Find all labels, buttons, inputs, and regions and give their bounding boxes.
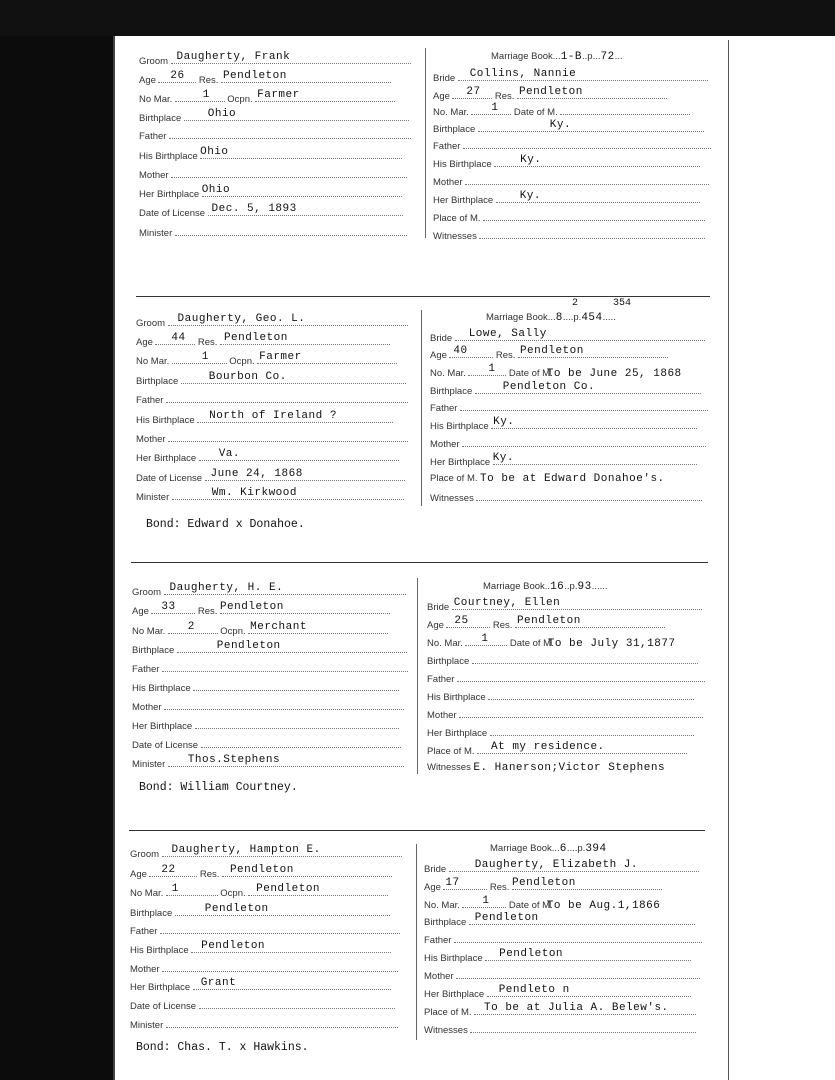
mother-row: Mother xyxy=(139,167,407,183)
bride-father-row: Father xyxy=(424,932,702,948)
page-number: 72 xyxy=(600,51,615,63)
groom-no-mar: 2 xyxy=(187,621,195,633)
age-row: Age 22 Res. Pendleton xyxy=(130,866,392,882)
age-row: Age 33 Res. Pendleton xyxy=(132,603,390,619)
bond-line: Bond: William Courtney. xyxy=(139,781,298,794)
father-row: Father xyxy=(130,923,400,939)
bond-line: Bond: Edward x Donahoe. xyxy=(146,518,305,531)
groom-res: Pendleton xyxy=(219,601,284,613)
her-birthplace-row: Her Birthplace xyxy=(132,718,399,734)
groom-her-birthplace: Ohio xyxy=(201,184,231,196)
bride-no-mar-row: No. Mar. 1 Date of M.To be June 25, 1868 xyxy=(430,363,682,380)
father-row: Father xyxy=(139,128,411,144)
place-of-m-row: Place of M. To be at Julia A. Belew's. xyxy=(424,1004,696,1020)
place-of-m-row: Place of M. xyxy=(433,210,705,226)
bride-no-mar: 1 xyxy=(491,102,499,114)
bride-age: 25 xyxy=(454,615,469,627)
minister-name: Wm. Kirkwood xyxy=(211,487,297,499)
minister-row: Minister Wm. Kirkwood xyxy=(136,489,404,505)
groom-name: Daugherty, Geo. L. xyxy=(177,313,306,325)
bride-res: Pendleton xyxy=(511,877,576,889)
bride-his-birthplace: Ky. xyxy=(493,416,515,428)
bride-res: Pendleton xyxy=(518,86,583,98)
groom-res: Pendleton xyxy=(222,70,287,82)
her-birthplace-row: Her Birthplace Va. xyxy=(136,450,399,466)
bride-no-mar-row: No. Mar. 1 Date of M.To be Aug.1,1866 xyxy=(424,895,661,912)
witnesses-row: Witnesses E. Hanerson;Victor Stephens xyxy=(427,762,666,774)
marriage-book: Marriage Book...8....p.454..... xyxy=(486,312,616,324)
bride-father-row: Father xyxy=(433,138,711,154)
groom-no-mar: 1 xyxy=(202,89,210,101)
place-of-m: To be at Edward Donahoe's. xyxy=(480,473,665,485)
birthplace-row: Birthplace Bourbon Co. xyxy=(136,373,406,389)
her-birthplace-row: Her Birthplace Grant xyxy=(130,979,391,995)
mother-row: Mother xyxy=(130,961,398,977)
bride-his-birthplace-row: His Birthplace Pendleton xyxy=(424,950,691,966)
place-of-m: To be at Julia A. Belew's. xyxy=(484,1002,669,1014)
bride-age: 40 xyxy=(453,345,468,357)
bride-res: Pendleton xyxy=(516,615,581,627)
witnesses-names: E. Hanerson;Victor Stephens xyxy=(473,762,666,774)
bond-line: Bond: Chas. T. x Hawkins. xyxy=(136,1041,309,1054)
groom-his-birthplace: Ohio xyxy=(200,146,229,158)
no-mar-row: No Mar. 1 Ocpn. Farmer xyxy=(139,91,395,107)
bride-her-birthplace-row: Her Birthplace Pendleto n xyxy=(424,986,691,1002)
bride-birthplace: Pendleton Co. xyxy=(502,381,596,393)
mother-row: Mother xyxy=(136,431,408,447)
his-birthplace-row: His Birthplace Pendleton xyxy=(130,942,391,958)
minister-name: Thos.Stephens xyxy=(187,754,281,766)
marriage-book: Marriage Book..16..p.93...... xyxy=(483,581,608,593)
place-of-m: At my residence. xyxy=(491,741,605,753)
bride-row: Bride Courtney, Ellen xyxy=(427,599,702,615)
date-license-row: Date of License xyxy=(130,998,395,1014)
page-number: 454 xyxy=(581,312,603,324)
groom-his-birthplace: Pendleton xyxy=(201,940,266,952)
groom-birthplace: Ohio xyxy=(207,108,237,120)
his-birthplace-row: His Birthplace North of Ireland ? xyxy=(136,412,393,428)
bride-birthplace: Pendleton xyxy=(474,912,539,924)
birthplace-row: Birthplace Ohio xyxy=(139,110,409,126)
age-row: Age 44 Res. Pendleton xyxy=(136,334,390,350)
age-row: Age 26 Res. Pendleton xyxy=(139,72,391,88)
groom-no-mar: 1 xyxy=(171,883,179,895)
birthplace-row: Birthplace Pendleton xyxy=(132,642,407,658)
bride-her-birthplace: Pendleto n xyxy=(498,984,570,996)
groom-birthplace: Pendleton xyxy=(216,640,281,652)
date-of-m: To be Aug.1,1866 xyxy=(546,900,661,912)
minister-row: Minister xyxy=(130,1017,398,1033)
bride-mother-row: Mother xyxy=(427,707,703,723)
groom-no-mar: 1 xyxy=(201,351,209,363)
groom-her-birthplace: Grant xyxy=(200,977,237,989)
groom-ocpn: Farmer xyxy=(257,89,300,101)
bride-row: Bride Collins, Nannie xyxy=(433,70,708,86)
date-license: Dec. 5, 1893 xyxy=(211,203,297,215)
bride-father-row: Father xyxy=(427,671,705,687)
groom-his-birthplace: North of Ireland ? xyxy=(209,410,337,422)
place-of-m-row: Place of M. To be at Edward Donahoe's. xyxy=(430,473,665,485)
groom-age: 26 xyxy=(170,70,185,82)
bride-her-birthplace-row: Her Birthplace xyxy=(427,725,694,741)
bride-father-row: Father xyxy=(430,400,708,416)
groom-age: 44 xyxy=(171,332,186,344)
her-birthplace-row: Her Birthplace Ohio xyxy=(139,186,402,202)
groom-name: Daugherty, H. E. xyxy=(169,582,284,594)
bride-no-mar-row: No. Mar. 1 Date of M. xyxy=(433,104,690,120)
bride-birthplace-row: Birthplace Ky. xyxy=(433,121,704,137)
page-number: 93 xyxy=(577,581,592,593)
column-divider xyxy=(416,844,417,1040)
marriage-book: Marriage Book...1-B..p...72... xyxy=(491,51,623,63)
bride-name: Courtney, Ellen xyxy=(453,597,561,609)
no-mar-row: No Mar. 1 Ocpn. Pendleton xyxy=(130,885,388,901)
minister-row: Minister xyxy=(139,225,407,241)
book-number: 16 xyxy=(550,581,565,593)
no-mar-row: No Mar. 1 Ocpn. Farmer xyxy=(136,353,397,369)
father-row: Father xyxy=(132,661,408,677)
marriage-book: Marriage Book...6....p.394 xyxy=(490,843,607,855)
his-birthplace-row: His Birthplace Ohio xyxy=(139,148,402,164)
bride-her-birthplace: Ky. xyxy=(519,190,542,202)
book-correction: 2 xyxy=(572,298,579,309)
groom-row: Groom Daugherty, H. E. xyxy=(132,584,406,600)
date-of-m: To be July 31,1877 xyxy=(547,638,676,650)
groom-her-birthplace: Va. xyxy=(218,448,241,460)
bride-row: Bride Daugherty, Elizabeth J. xyxy=(424,861,699,877)
father-row: Father xyxy=(136,392,408,408)
no-mar-row: No Mar. 2 Ocpn. Merchant xyxy=(132,623,388,639)
bride-age-row: Age 40 Res. Pendleton xyxy=(430,347,668,363)
date-license-row: Date of License Dec. 5, 1893 xyxy=(139,205,403,221)
bride-birthplace: Ky. xyxy=(549,119,572,131)
bride-mother-row: Mother xyxy=(433,174,709,190)
groom-res: Pendleton xyxy=(229,864,294,876)
date-license-row: Date of License June 24, 1868 xyxy=(136,470,405,486)
groom-name: Daugherty, Frank xyxy=(176,51,291,63)
bride-row: Bride Lowe, Sally xyxy=(430,330,705,346)
groom-birthplace: Pendleton xyxy=(204,903,269,915)
bride-no-mar: 1 xyxy=(482,895,490,907)
bride-his-birthplace-row: His Birthplace xyxy=(427,689,694,705)
bride-age: 17 xyxy=(445,877,460,889)
bride-no-mar: 1 xyxy=(488,363,496,375)
bride-her-birthplace-row: Her Birthplace Ky. xyxy=(433,192,700,208)
bride-res: Pendleton xyxy=(519,345,584,357)
groom-row: Groom Daugherty, Frank xyxy=(139,53,411,69)
page-correction: 354 xyxy=(613,298,632,309)
bride-his-birthplace-row: His Birthplace Ky. xyxy=(430,418,697,434)
book-number: 8 xyxy=(555,312,563,324)
bride-mother-row: Mother xyxy=(424,968,700,984)
groom-ocpn: Pendleton xyxy=(256,883,321,895)
bride-his-birthplace: Ky. xyxy=(520,154,542,166)
mother-row: Mother xyxy=(132,699,404,715)
bride-age: 27 xyxy=(466,86,481,98)
bride-age-row: Age 27 Res. Pendleton xyxy=(433,88,667,104)
witnesses-row: Witnesses xyxy=(433,228,705,244)
bride-no-mar: 1 xyxy=(481,633,489,645)
page-number: 394 xyxy=(585,843,607,855)
bride-birthplace-row: Birthplace xyxy=(427,653,698,669)
witnesses-row: Witnesses xyxy=(430,490,702,506)
bride-birthplace-row: Birthplace Pendleton Co. xyxy=(430,383,701,399)
date-license: June 24, 1868 xyxy=(210,468,303,480)
groom-name: Daugherty, Hampton E. xyxy=(171,844,321,856)
bride-her-birthplace-row: Her Birthplace Ky. xyxy=(430,454,697,470)
bride-his-birthplace: Pendleton xyxy=(499,948,564,960)
bride-name: Lowe, Sally xyxy=(468,328,547,340)
groom-row: Groom Daugherty, Geo. L. xyxy=(136,315,408,331)
birthplace-row: Birthplace Pendleton xyxy=(130,905,390,921)
bride-her-birthplace: Ky. xyxy=(492,452,515,464)
groom-ocpn: Merchant xyxy=(250,621,307,633)
groom-age: 22 xyxy=(161,864,176,876)
groom-birthplace: Bourbon Co. xyxy=(208,371,287,383)
book-number: 1-B xyxy=(560,51,583,63)
bride-name: Daugherty, Elizabeth J. xyxy=(474,859,639,871)
bride-no-mar-row: No. Mar. 1 Date of M.To be July 31,1877 xyxy=(427,633,676,650)
bride-birthplace-row: Birthplace Pendleton xyxy=(424,914,695,930)
minister-row: Minister Thos.Stephens xyxy=(132,756,404,772)
bride-name: Collins, Nannie xyxy=(469,68,577,80)
groom-ocpn: Farmer xyxy=(259,351,302,363)
bride-age-row: Age 17 Res. Pendleton xyxy=(424,879,662,895)
his-birthplace-row: His Birthplace xyxy=(132,680,399,696)
bride-his-birthplace-row: His Birthplace Ky. xyxy=(433,156,700,172)
date-of-m: To be June 25, 1868 xyxy=(546,368,682,380)
date-license-row: Date of License xyxy=(132,737,401,753)
groom-row: Groom Daugherty, Hampton E. xyxy=(130,846,402,862)
bride-mother-row: Mother xyxy=(430,436,706,452)
groom-age: 33 xyxy=(161,601,176,613)
witnesses-row: Witnesses xyxy=(424,1022,696,1038)
groom-res: Pendleton xyxy=(223,332,288,344)
book-number: 6 xyxy=(559,843,567,855)
place-of-m-row: Place of M. At my residence. xyxy=(427,743,687,759)
bride-age-row: Age 25 Res. Pendleton xyxy=(427,617,665,633)
